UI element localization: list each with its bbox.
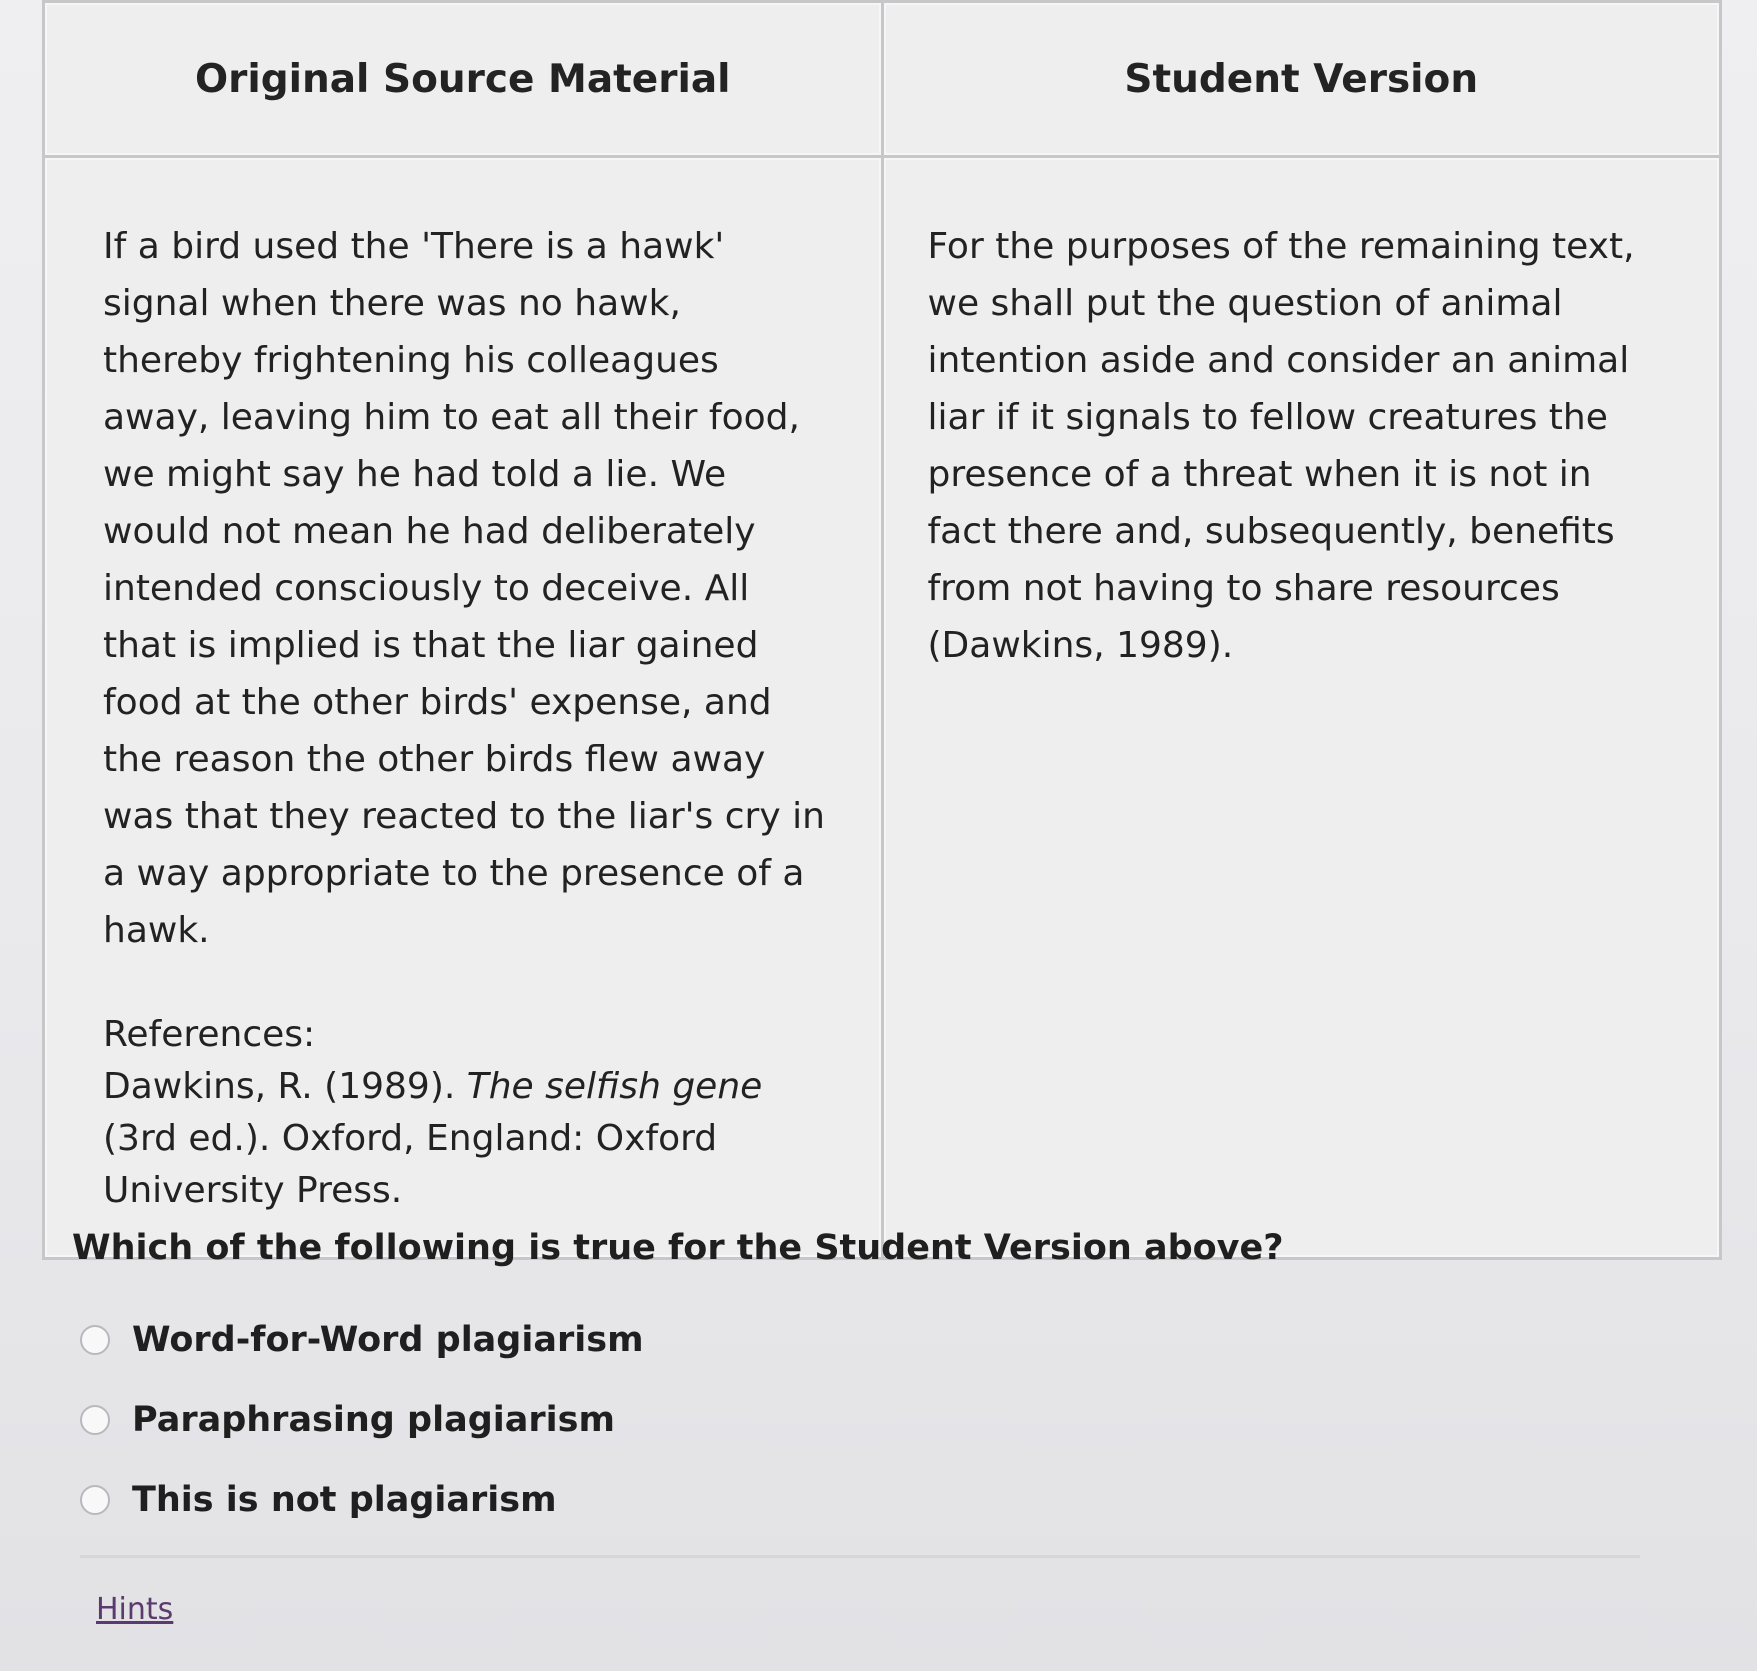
reference-entry: [103, 1061, 831, 1217]
question-text: Which of the following is true for the Student Version above?: [72, 1228, 1284, 1268]
option-not-plagiarism[interactable]: [80, 1480, 644, 1520]
radio-button-icon[interactable]: [80, 1405, 110, 1435]
reference-publisher: (3rd ed.). Oxford, England: Oxford University Press.: [103, 1118, 718, 1211]
option-paraphrasing[interactable]: [80, 1400, 644, 1440]
table-header-row: [44, 2, 1721, 157]
student-version-cell: [882, 157, 1721, 1259]
option-word-for-word[interactable]: [80, 1320, 644, 1360]
divider: [80, 1555, 1640, 1558]
references-label: References:: [103, 1014, 316, 1055]
reference-author: Dawkins, R. (1989).: [103, 1066, 467, 1107]
reference-title: The selfish gene: [466, 1066, 763, 1107]
comparison-table: [42, 0, 1722, 1260]
hints-link[interactable]: Hints: [96, 1592, 174, 1627]
radio-button-icon[interactable]: [80, 1325, 110, 1355]
original-source-cell: [44, 157, 883, 1259]
radio-button-icon[interactable]: [80, 1485, 110, 1515]
student-version-text: For the purposes of the remaining text, we shall put the question of animal intention aside and consider an animal liar if it signals to fellow creatures the presence of a threat when it is not in fact there and, subsequently, benefits from not having to share resources (Dawkins, 1989).: [927, 226, 1635, 666]
table-row: [44, 157, 1721, 1259]
answer-options: [80, 1320, 644, 1560]
student-version-header: Student Version: [882, 2, 1721, 157]
option-label[interactable]: Word-for-Word plagiarism: [132, 1320, 644, 1360]
option-label[interactable]: Paraphrasing plagiarism: [132, 1400, 615, 1440]
original-source-text: If a bird used the 'There is a hawk' signal when there was no hawk, thereby frightening his colleagues away, leaving him to eat all their food, we might say he had told a lie. We would not mean he had deliberately intended consciously to deceive. All that is implied is that the liar gained food at the other birds' expense, and the reason the other birds flew away was that they reacted to the liar's cry in a way appropriate to the presence of a hawk.: [103, 226, 825, 951]
option-label[interactable]: This is not plagiarism: [132, 1480, 557, 1520]
original-source-header: Original Source Material: [44, 2, 883, 157]
references: [103, 1009, 831, 1217]
